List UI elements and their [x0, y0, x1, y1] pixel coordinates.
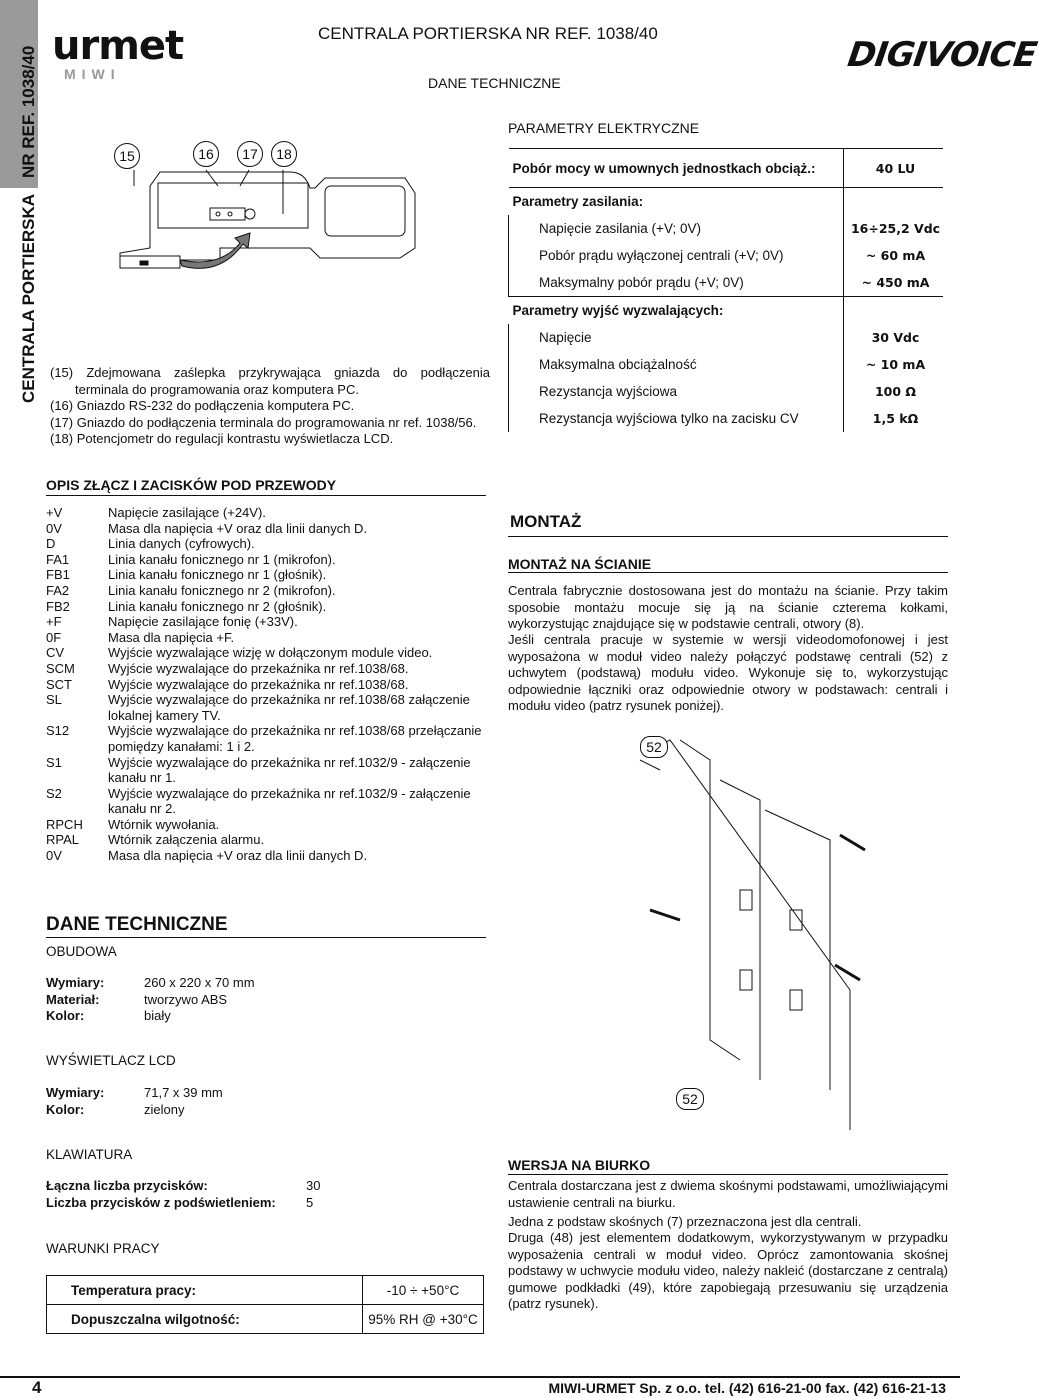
connector-description: Napięcie zasilające (+24V).: [108, 505, 266, 520]
work-val: 95% RH @ +30°C: [363, 1305, 484, 1334]
legend-item-16: (16) Gniazdo RS-232 do podłączenia komputera PC.: [50, 398, 355, 414]
keyboard-val: 5: [306, 1194, 314, 1210]
connector-description: Masa dla napięcia +V oraz dla linii danych D.: [108, 848, 368, 864]
connector-description: Wtórnik załączenia alarmu.: [108, 832, 265, 848]
connector-row: [46, 848, 488, 864]
callout-15: 15: [114, 143, 140, 169]
spec-value: biały: [144, 1008, 171, 1024]
connector-row: [46, 661, 488, 677]
connector-row: [46, 786, 488, 817]
connector-description: Masa dla napięcia +V oraz dla linii danych D.: [108, 520, 368, 536]
page-number: 4: [32, 1378, 42, 1397]
desk-text-1: Centrala dostarczana jest z dwiema skośnymi podstawami, umożliwiającymi ustawienie centrali na biurku.: [508, 1178, 948, 1210]
electrical-label: Maksymalna obciążalność: [509, 351, 844, 378]
connector-description: Wyjście wyzwalające wizję w dołączonym module video.: [108, 645, 433, 661]
work-key: Dopuszczalna wilgotność:: [47, 1305, 363, 1334]
connector-description: Wyjście wyzwalające do przekaźnika nr ref.1032/9 - załączenie kanału nr 1.: [108, 754, 471, 786]
sidebar-ref: NR REF. 1038/40: [19, 45, 38, 178]
connector-terminal: S12: [46, 723, 70, 739]
housing-specs: [46, 975, 255, 1025]
connector-terminal: D: [46, 536, 56, 552]
urmet-logo: urmet: [52, 23, 184, 69]
desk-heading: WERSJA NA BIURKO: [508, 1157, 651, 1173]
keyboard-specs: [46, 1178, 320, 1211]
connector-row: [46, 536, 488, 552]
connector-terminal: FB1: [46, 567, 70, 583]
wall-heading: MONTAŻ NA ŚCIANIE: [508, 556, 652, 572]
connector-terminal: FA1: [46, 551, 70, 567]
connector-terminal: +F: [46, 614, 62, 630]
wall-text-1: Centrala fabrycznie dostosowana jest do montażu na ścianie. Przy takim sposobie montażu mocuje się ją na ścianie czterema kołkami, wykorzystując znajdujące się w podstawie centrali, otwory (8).: [508, 583, 948, 632]
electrical-row: [509, 269, 944, 297]
legend-item-17: (17) Gniazdo do podłączenia terminala do programowania nr ref. 1038/56.: [50, 414, 477, 430]
electrical-value: 1,5 kΩ: [844, 405, 944, 432]
mounting-rule: [508, 536, 948, 537]
connector-description: Wyjście wyzwalające do przekaźnika nr ref.1032/9 - załączenie kanału nr 2.: [108, 785, 471, 817]
connector-description: Linia danych (cyfrowych).: [108, 536, 255, 552]
connector-description: Linia kanału fonicznego nr 2 (głośnik).: [108, 598, 327, 614]
electrical-label: Pobór mocy w umownych jednostkach obciąż.:: [509, 149, 844, 188]
electrical-label: Napięcie zasilania (+V; 0V): [509, 215, 844, 242]
spec-value: 260 x 220 x 70 mm: [144, 975, 255, 990]
legend-item-15: (15) Zdejmowana zaślepka przykrywająca gniazda do podłączenia: [50, 365, 490, 380]
connector-terminal: S2: [46, 785, 62, 801]
connectors-heading-rule: [46, 495, 486, 496]
connector-row: [46, 755, 488, 786]
connector-terminal: FB2: [46, 598, 70, 614]
electrical-value: ~ 450 mA: [844, 269, 944, 297]
connector-row: [46, 692, 488, 723]
work-val: -10 ÷ +50°C: [363, 1276, 484, 1305]
lcd-specs: [46, 1085, 223, 1118]
keyboard-heading: KLAWIATURA: [46, 1147, 133, 1162]
connector-row: [46, 583, 488, 599]
work-row: [47, 1305, 484, 1334]
sidebar-name-band: [0, 188, 38, 438]
electrical-row: [509, 405, 944, 432]
spec-key: Wymiary:: [46, 975, 105, 990]
electrical-value: [844, 188, 944, 216]
connector-terminal: FA2: [46, 582, 70, 598]
electrical-row: [509, 378, 944, 405]
desk-text-2: Jedna z podstaw skośnych (7) przeznaczona jest dla centrali.: [508, 1214, 862, 1229]
connector-description: Linia kanału fonicznego nr 1 (głośnik).: [108, 567, 327, 583]
spec-row: [46, 975, 255, 992]
connector-description: Wyjście wyzwalające do przekaźnika nr ref.1038/68.: [108, 676, 409, 692]
electrical-row: [509, 149, 944, 188]
callout-52-bottom: 52: [676, 1088, 704, 1110]
wall-heading-rule: [508, 572, 948, 573]
digivoice-logo: DIGIVOICE: [845, 35, 1039, 75]
connector-terminal: SL: [46, 692, 62, 708]
connector-description: Masa dla napięcia +F.: [108, 629, 235, 645]
connector-description: Napięcie zasilające fonię (+33V).: [108, 614, 298, 630]
connector-terminal: CV: [46, 645, 65, 661]
keyboard-key: Łączna liczba przycisków:: [46, 1178, 208, 1193]
callout-52-top: 52: [640, 736, 668, 758]
connector-row: [46, 723, 488, 754]
miwi-logo: MIWI: [64, 66, 121, 82]
work-key: Temperatura pracy:: [47, 1276, 363, 1305]
electrical-value: 30 Vdc: [844, 324, 944, 351]
connector-row: [46, 521, 488, 537]
electrical-label: Parametry zasilania:: [509, 188, 844, 216]
connector-description: Linia kanału fonicznego nr 1 (mikrofon).: [108, 551, 336, 567]
sidebar-name: CENTRALA PORTIERSKA: [19, 193, 38, 403]
connector-row: [46, 552, 488, 568]
spec-key: Kolor:: [46, 1101, 85, 1117]
legend-item-15-cont: terminala do programowania oraz komputera PC.: [75, 381, 359, 397]
connector-row: [46, 630, 488, 646]
tech-heading: DANE TECHNICZNE: [46, 914, 228, 935]
electrical-table: [508, 148, 943, 432]
spec-row: [46, 992, 255, 1009]
connector-terminal: SCT: [46, 676, 72, 692]
desk-heading-rule: [508, 1174, 948, 1175]
keyboard-val: 30: [306, 1178, 321, 1193]
connector-row: [46, 645, 488, 661]
connector-row: [46, 505, 488, 521]
electrical-row: [509, 242, 944, 269]
work-heading: WARUNKI PRACY: [46, 1241, 160, 1256]
electrical-value: 40 LU: [844, 149, 944, 188]
connector-terminal: 0F: [46, 629, 62, 645]
connector-terminal: 0V: [46, 848, 62, 864]
connector-description: Wyjście wyzwalające do przekaźnika nr ref.1038/68.: [108, 660, 409, 676]
spec-row: [46, 1085, 223, 1102]
work-row: [47, 1276, 484, 1305]
keyboard-key: Liczba przycisków z podświetleniem:: [46, 1194, 276, 1210]
connector-row: [46, 832, 488, 848]
connector-terminal: SCM: [46, 660, 75, 676]
connector-description: Wyjście wyzwalające do przekaźnika nr ref.1038/68 przełączanie pomiędzy kanałami: 1 i 2.: [108, 723, 482, 754]
footer-rule: [0, 1376, 960, 1378]
electrical-label: Parametry wyjść wyzwalających:: [509, 297, 844, 325]
connectors-list: [46, 505, 488, 864]
sidebar-ref-band: [0, 0, 38, 188]
page-title: CENTRALA PORTIERSKA NR REF. 1038/40: [318, 24, 658, 43]
tech-heading-rule: [46, 937, 486, 938]
callout-16: 16: [193, 141, 219, 167]
connector-terminal: 0V: [46, 520, 62, 536]
electrical-label: Rezystancja wyjściowa tylko na zacisku CV: [509, 405, 844, 432]
connector-description: Wyjście wyzwalające do przekaźnika nr ref.1038/68 załączenie lokalnej kamery TV.: [108, 692, 470, 723]
figure-legend: [50, 365, 490, 448]
electrical-label: Pobór prądu wyłączonej centrali (+V; 0V): [509, 242, 844, 269]
electrical-label: Rezystancja wyjściowa: [509, 378, 844, 405]
connector-row: [46, 599, 488, 615]
mounting-heading: MONTAŻ: [510, 512, 582, 531]
spec-key: Materiał:: [46, 991, 100, 1007]
housing-heading: OBUDOWA: [46, 944, 117, 959]
connector-terminal: S1: [46, 754, 62, 770]
mounting-figure: [620, 740, 920, 1130]
page-subtitle: DANE TECHNICZNE: [428, 75, 561, 91]
connector-row: [46, 567, 488, 583]
legend-item-18: (18) Potencjometr do regulacji kontrastu wyświetlacza LCD.: [50, 431, 394, 447]
connector-row: [46, 817, 488, 833]
spec-key: Wymiary:: [46, 1085, 105, 1100]
electrical-value: [844, 297, 944, 325]
electrical-row: [509, 351, 944, 378]
electrical-value: 100 Ω: [844, 378, 944, 405]
footer-company: MIWI-URMET Sp. z o.o. tel. (42) 616-21-00 fax. (42) 616-21-13: [548, 1380, 946, 1396]
spec-row: [46, 1008, 255, 1025]
electrical-label: Napięcie: [509, 324, 844, 351]
connectors-heading: OPIS ZŁĄCZ I ZACISKÓW POD PRZEWODY: [46, 477, 337, 493]
wall-text-2: Jeśli centrala pracuje w systemie w wersji videodomofonowej i jest wyposażona w moduł video należy połączyć podstawę centrali (52) z uchwytem (podstawą) modułu video. Wykonuje się to, wykorzystując odpowiednie łączniki oraz odpowiednie otwory w podstawach: centrali i modułu video (patrz rysunek poniżej).: [508, 632, 948, 714]
connector-terminal: RPAL: [46, 832, 79, 848]
spec-value: 71,7 x 39 mm: [144, 1085, 223, 1100]
connector-description: Linia kanału fonicznego nr 2 (mikrofon).: [108, 582, 336, 598]
callout-17: 17: [237, 141, 263, 167]
desk-text-3: Druga (48) jest elementem dodatkowym, wykorzystywanym w przypadku wyposażenia centrali w moduł video. Oprócz zamontowania skośnej podstawy w uchwycie modułu video, należy nakleić (dostarczane z centralą) gumowe podkładki (49), które zapobiegają przesuwaniu się urządzenia (patrz rysunek).: [508, 1230, 948, 1312]
electrical-value: ~ 10 mA: [844, 351, 944, 378]
electrical-heading: PARAMETRY ELEKTRYCZNE: [508, 120, 700, 136]
lcd-heading: WYŚWIETLACZ LCD: [46, 1053, 176, 1068]
connector-terminal: RPCH: [46, 816, 83, 832]
callout-18: 18: [271, 141, 297, 167]
electrical-row: [509, 188, 944, 216]
connector-row: [46, 614, 488, 630]
electrical-value: 16÷25,2 Vdc: [844, 215, 944, 242]
electrical-row: [509, 297, 944, 325]
spec-value: tworzywo ABS: [144, 991, 228, 1007]
electrical-row: [509, 215, 944, 242]
connector-row: [46, 677, 488, 693]
spec-key: Kolor:: [46, 1008, 85, 1024]
connector-description: Wtórnik wywołania.: [108, 816, 220, 832]
electrical-value: ~ 60 mA: [844, 242, 944, 269]
electrical-row: [509, 324, 944, 351]
spec-row: [46, 1102, 223, 1119]
spec-value: zielony: [144, 1101, 185, 1117]
work-table: [46, 1275, 484, 1334]
connector-terminal: +V: [46, 505, 63, 520]
electrical-label: Maksymalny pobór prądu (+V; 0V): [509, 269, 844, 297]
